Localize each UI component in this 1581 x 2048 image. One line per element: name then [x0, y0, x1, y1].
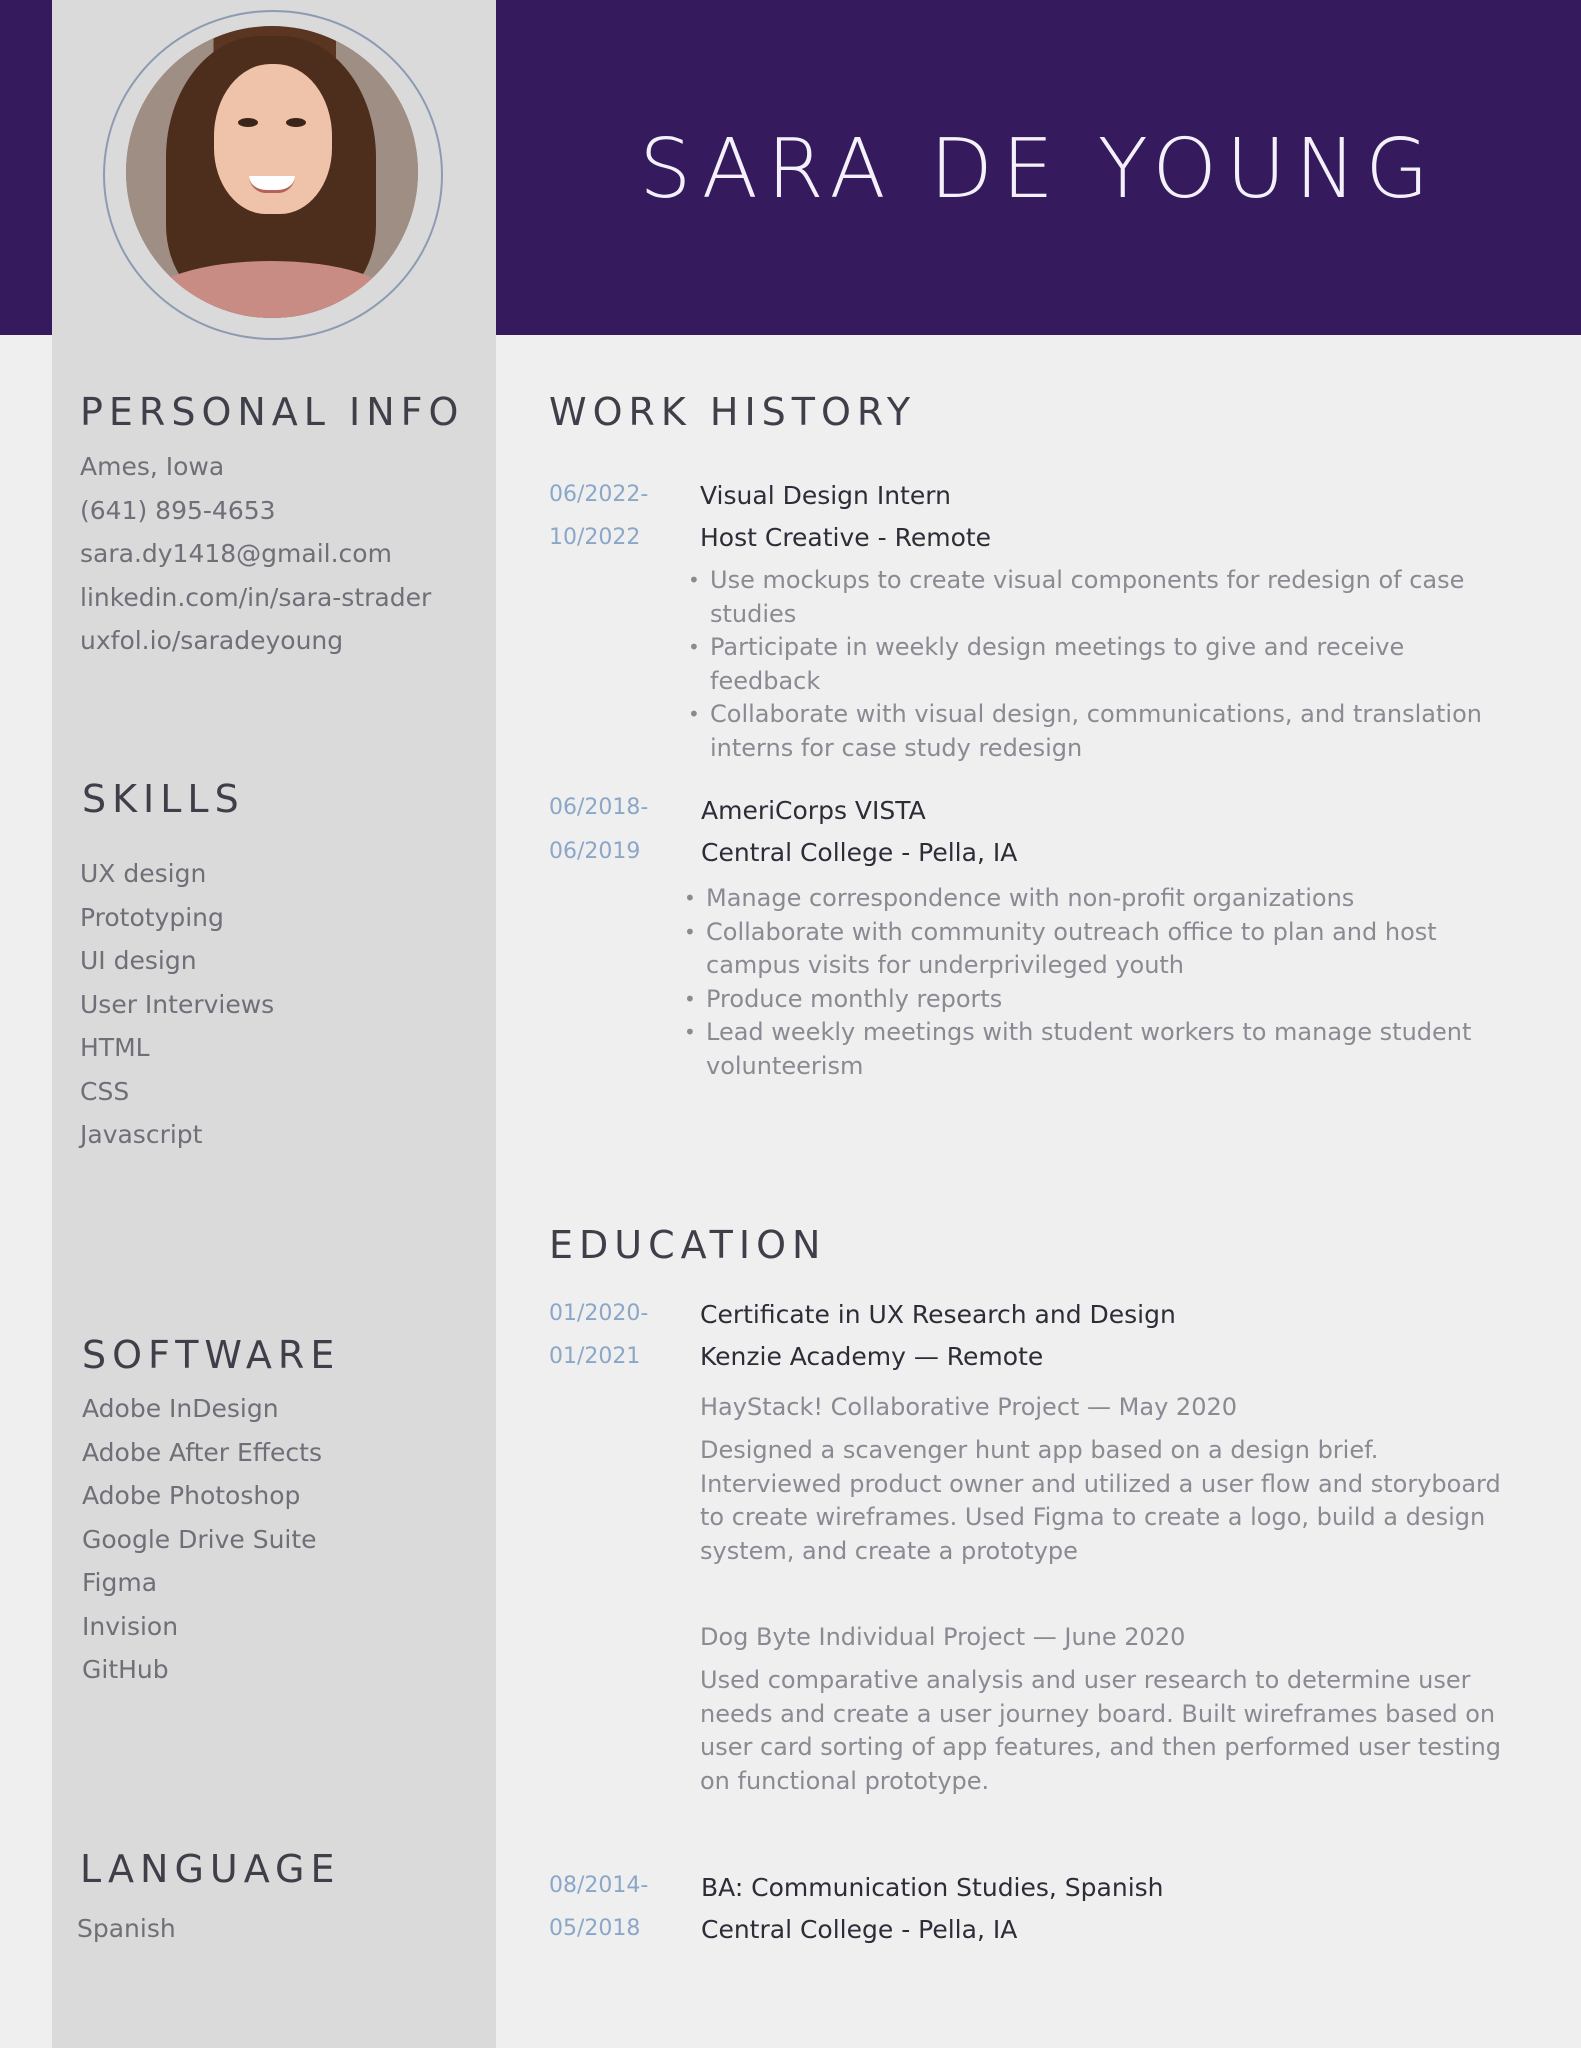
job-bullet: • Use mockups to create visual components for redesign of case studies	[688, 564, 1488, 631]
phone-text: (641) 895-4653	[80, 495, 276, 525]
project-title: Dog Byte Individual Project — June 2020	[700, 1623, 1186, 1651]
job-bullet: • Lead weekly meetings with student workers to manage student volunteerism	[684, 1016, 1494, 1083]
software-list	[82, 1387, 322, 1692]
photo-eye-right	[286, 118, 306, 127]
education-organization: Kenzie Academy — Remote	[700, 1342, 1044, 1371]
project-title: HayStack! Collaborative Project — May 2020	[700, 1393, 1237, 1421]
job-start-date: 06/2018-	[549, 795, 649, 820]
education-organization: Central College - Pella, IA	[701, 1915, 1018, 1944]
education-title: Certificate in UX Research and Design	[700, 1300, 1176, 1329]
language-item: Spanish	[77, 1914, 176, 1943]
skill-item: Prototyping	[80, 902, 224, 932]
project-description: Designed a scavenger hunt app based on a design brief. Interviewed product owner and utilized a user flow and storyboard to create wireframes. Used Figma to create a logo, build a design system, and create a prototype	[700, 1436, 1501, 1565]
skill-item: HTML	[80, 1033, 150, 1062]
portfolio-link[interactable]: uxfol.io/saradeyoung	[80, 626, 344, 655]
software-item: Adobe InDesign	[82, 1394, 279, 1423]
software-item: Adobe Photoshop	[82, 1481, 301, 1510]
skill-item: User Interviews	[80, 989, 275, 1019]
software-item: Adobe After Effects	[82, 1437, 322, 1467]
software-item: Google Drive Suite	[82, 1524, 317, 1554]
job-organization: Host Creative - Remote	[700, 523, 992, 552]
location-text: Ames, Iowa	[80, 452, 225, 481]
personal-info-list	[80, 445, 431, 663]
skill-item: UX design	[80, 859, 207, 888]
job-organization: Central College - Pella, IA	[701, 838, 1018, 867]
education-end-date: 05/2018	[549, 1916, 641, 1941]
job-bullet: • Manage correspondence with non-profit organizations	[684, 882, 1494, 916]
skill-item: Javascript	[80, 1120, 203, 1149]
work-history-heading: WORK HISTORY	[549, 390, 917, 434]
education-title: BA: Communication Studies, Spanish	[701, 1873, 1164, 1902]
photo-eye-left	[238, 118, 258, 127]
job-bullet: • Collaborate with visual design, communications, and translation interns for case study redesign	[688, 698, 1488, 765]
skill-item: UI design	[80, 946, 197, 975]
job-bullet: • Collaborate with community outreach office to plan and host campus visits for underprivileged youth	[684, 916, 1494, 983]
skills-list	[80, 852, 274, 1157]
software-item: Invision	[82, 1611, 179, 1641]
education-start-date: 08/2014-	[549, 1873, 649, 1898]
software-item: GitHub	[82, 1655, 169, 1684]
job-bullet: • Produce monthly reports	[684, 983, 1494, 1017]
linkedin-link[interactable]: linkedin.com/in/sara-strader	[80, 582, 432, 612]
job-title: Visual Design Intern	[700, 481, 951, 510]
resume-name: SARA DE YOUNG	[639, 122, 1438, 217]
software-heading: SOFTWARE	[82, 1333, 341, 1377]
language-heading: LANGUAGE	[80, 1847, 341, 1891]
personal-info-heading: PERSONAL INFO	[80, 390, 465, 434]
job-bullets	[684, 882, 1494, 1083]
education-start-date: 01/2020-	[549, 1301, 649, 1326]
job-bullet: • Participate in weekly design meetings to give and receive feedback	[688, 631, 1488, 698]
job-end-date: 06/2019	[549, 839, 641, 864]
job-end-date: 10/2022	[549, 525, 641, 550]
education-end-date: 01/2021	[549, 1344, 641, 1369]
job-title: AmeriCorps VISTA	[701, 796, 926, 825]
skill-item: CSS	[80, 1076, 130, 1106]
email-link[interactable]: sara.dy1418@gmail.com	[80, 539, 392, 568]
education-heading: EDUCATION	[549, 1223, 827, 1267]
skills-heading: SKILLS	[82, 777, 245, 821]
project-description: Used comparative analysis and user research to determine user needs and create a user journey board. Built wireframes based on user card sorting of app features, and then performed user testing on functional prototype.	[700, 1666, 1502, 1795]
language-list	[77, 1907, 176, 1951]
profile-photo	[126, 26, 418, 318]
job-start-date: 06/2022-	[549, 482, 649, 507]
job-bullets	[688, 564, 1488, 765]
software-item: Figma	[82, 1568, 158, 1597]
